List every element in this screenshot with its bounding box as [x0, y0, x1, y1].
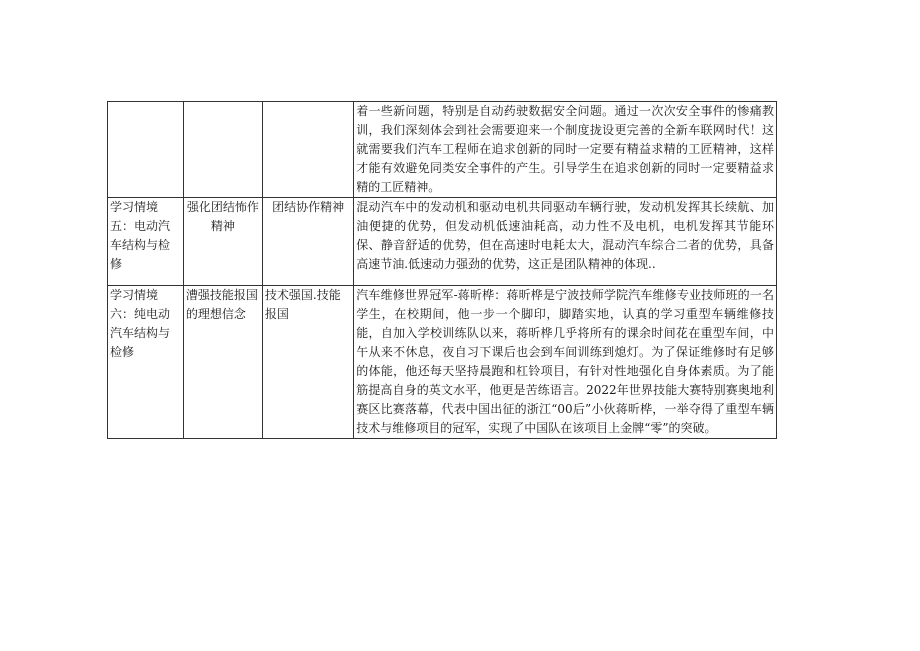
row2-col1-cell [108, 198, 184, 286]
ideological-goal: 强化团结怖作精神 [186, 200, 259, 233]
curriculum-table [107, 101, 777, 439]
row1-col4-cell [354, 102, 777, 198]
table-row [108, 286, 777, 439]
table-row [108, 198, 777, 286]
ideological-element: 团结协作精神 [272, 200, 345, 214]
row1-col1-cell [108, 102, 184, 198]
row2-col4-cell [354, 198, 777, 286]
learning-situation-label: 学习情境五：电动汽车结构与检修 [110, 200, 171, 271]
row1-col3-cell [262, 102, 353, 198]
row1-description: 着一些新问题，特别是自动药驶数据安全问题。通过一次次安全事件的惨痛教训，我们深刻体会到社会需要迎来一个制度拢设更完善的全新车联网时代！这就需要我们汽车工程师在追求创新的同时一定要有精益求精的工匠精神，这样才能有效避免同类安全事件的产生。引导学生在追求创新的同时一定要精益求精的工匠精神。 [356, 104, 774, 194]
row3-col4-cell [354, 286, 777, 439]
ideological-goal: 漕强技能报国的理想信念 [185, 288, 258, 321]
row2-description: 混动汽车中的发动机和驱动电机共同驱动车辆行驶，发动机发挥其长续航、加油便捷的优势，但发动机低速油耗高，动力性不及电机，电机发挥其节能环保、静音舒适的优势，但在高速时电耗太大，混动汽车综合二者的优势，具备高速节油.低速动力强劲的优势，这正是团队精神的体现.. [356, 200, 774, 271]
row3-col1-cell [108, 286, 184, 439]
row3-description: 汽车维修世界冠军-蒋昕桦：蒋昕桦是宁波技师学院汽车维修专业技师班的一名学生，在校期间，他一步一个脚印，脚踏实地，认真的学习重型车辆维修技能，自加入学校训练队以来，蒋昕桦几乎将所有的课余时间花在重型车间，中午从来不休息，夜自习下课后也会到车间训练到熄灯。为了保证维修时有足够的体能，他还每天坚持晨跑和杠铃项目，有针对性地强化自身体素质。为了能筋提高自身的英文水平，他更是苦练语言。2022年世界技能大赛特别赛奥地利赛区比赛落幕，代表中国出征的浙江“00后”小伙蒋昕桦，一举夺得了重型车辆技术与维修项目的冠军，实现了中国队在该项目上金牌“零”的突破。 [356, 288, 774, 435]
row3-col3-cell [262, 286, 353, 439]
row3-col2-cell [183, 286, 262, 439]
learning-situation-label: 学习情境六：纯电动汽车结构与检修 [110, 288, 171, 359]
row2-col3-cell [262, 198, 353, 286]
ideological-element: 技术强国.技能报国 [264, 288, 341, 321]
row2-col2-cell [183, 198, 262, 286]
row1-col2-cell [183, 102, 262, 198]
table-row [108, 102, 777, 198]
